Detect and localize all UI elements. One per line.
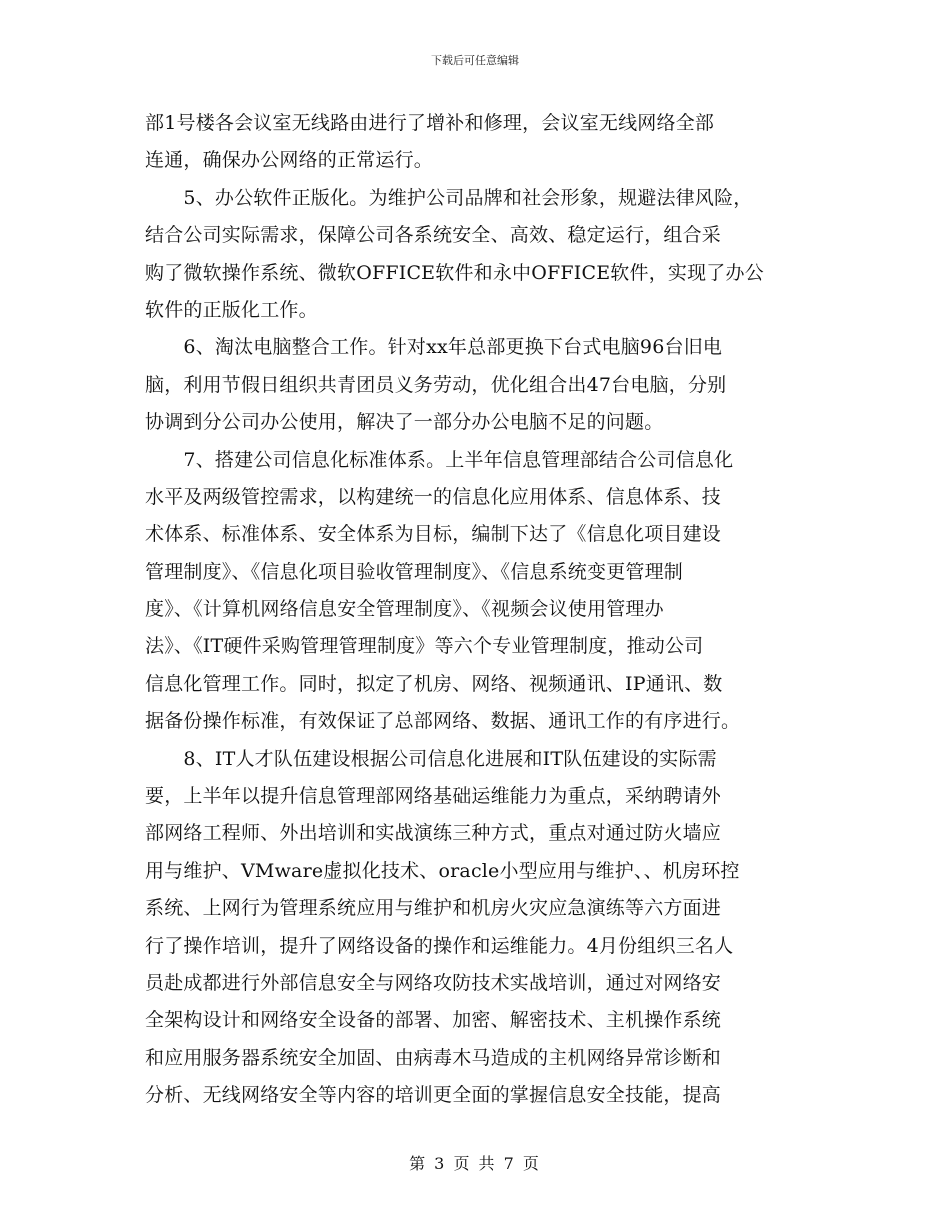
text-line: 6、淘汰电脑整合工作。针对xx年总部更换下台式电脑96台旧电	[145, 336, 723, 359]
text-line: 行了操作培训，提升了网络设备的操作和运维能力。4月份组织三名人	[145, 934, 734, 957]
text-line: 信息化管理工作。同时，拟定了机房、网络、视频通讯、IP通讯、数	[145, 672, 723, 695]
document-body	[145, 105, 817, 1115]
text-line: 和应用服务器系统安全加固、由病毒木马造成的主机网络异常诊断和	[145, 1046, 722, 1069]
text-line: 全架构设计和网络安全设备的部署、加密、解密技术、主机操作系统	[145, 1009, 722, 1032]
text-line: 度》、《计算机网络信息安全管理制度》、《视频会议使用管理办	[145, 598, 664, 621]
text-line: 管理制度》、《信息化项目验收管理制度》、《信息系统变更管理制	[145, 560, 684, 583]
text-line: 用与维护、VMware虚拟化技术、oracle小型应用与维护、、机房环控	[145, 859, 740, 882]
text-line: 要，上半年以提升信息管理部网络基础运维能力为重点，采纳聘请外	[145, 785, 722, 808]
text-line: 术体系、标准体系、安全体系为目标，编制下达了《信息化项目建设	[145, 523, 722, 546]
text-line: 8、IT人才队伍建设根据公司信息化进展和IT队伍建设的实际需	[145, 747, 717, 770]
text-line: 水平及两级管控需求，以构建统一的信息化应用体系、信息体系、技	[145, 485, 722, 508]
text-line: 员赴成都进行外部信息安全与网络攻防技术实战培训，通过对网络安	[145, 971, 722, 994]
text-line: 连通，确保办公网络的正常运行。	[145, 149, 434, 172]
text-line: 7、搭建公司信息化标准体系。上半年信息管理部结合公司信息化	[145, 448, 734, 471]
text-line: 系统、上网行为管理系统应用与维护和机房火灾应急演练等六方面进	[145, 897, 722, 920]
text-line: 部1号楼各会议室无线路由进行了增补和修理，会议室无线网络全部	[145, 112, 715, 134]
text-line: 据备份操作标准，有效保证了总部网络、数据、通讯工作的有序进行。	[145, 710, 741, 733]
page-header: 下载后可任意编辑	[431, 54, 519, 67]
text-line: 分析、无线网络安全等内容的培训更全面的掌握信息安全技能，提高	[145, 1084, 722, 1107]
text-line: 购了微软操作系统、微软OFFICE软件和永中OFFICE软件，实现了办公	[145, 261, 764, 284]
text-line: 脑，利用节假日组织共青团员义务劳动，优化组合出47台电脑，分别	[145, 373, 727, 396]
page-number: 第 3 页 共 7 页	[409, 1154, 541, 1173]
text-line: 软件的正版化工作。	[145, 298, 318, 321]
text-line: 5、办公软件正版化。为维护公司品牌和社会形象，规避法律风险，	[145, 186, 753, 209]
text-line: 协调到分公司办公使用，解决了一部分办公电脑不足的问题。	[145, 411, 664, 434]
text-line: 结合公司实际需求，保障公司各系统安全、高效、稳定运行，组合采	[145, 224, 722, 247]
text-line: 法》、《IT硬件采购管理管理制度》等六个专业管理制度，推动公司	[145, 635, 704, 658]
text-line: 部网络工程师、外出培训和实战演练三种方式，重点对通过防火墙应	[145, 822, 722, 845]
